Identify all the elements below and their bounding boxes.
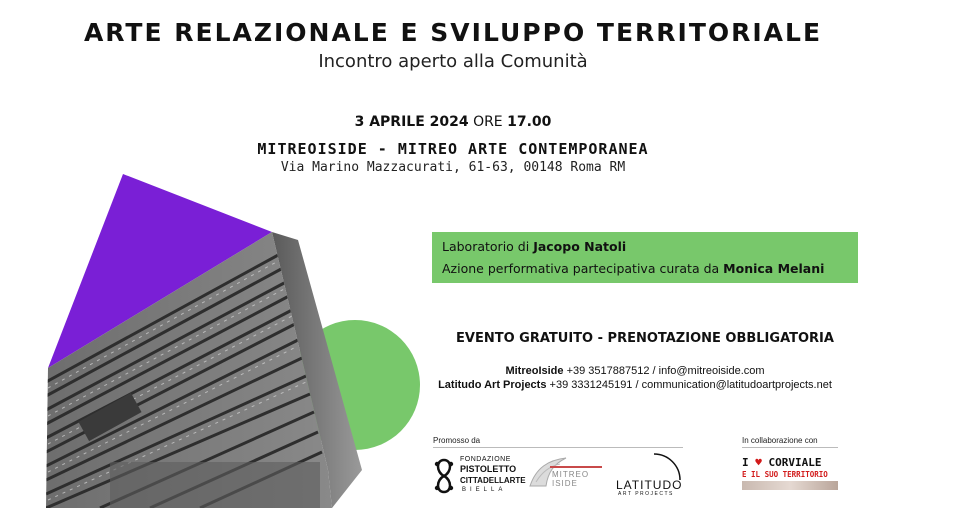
action-name: Monica Melani [723,261,825,276]
pistoletto-line4: BIELLA [462,487,507,493]
contact1-name: MitreoIside [505,365,564,377]
event-address: Via Marino Mazzacurati, 61-63, 00148 Roma RM [280,160,626,175]
heart-icon: ♥ [755,456,762,469]
latitudo-line1: LATITUDO [616,478,683,492]
action-line [442,261,824,276]
pistoletto-line1: FONDAZIONE [460,456,511,463]
mitreo-iside-logo [528,454,606,496]
mitreo-logo-text: MITREO ISIDE [552,470,590,488]
promoted-divider [433,447,683,448]
event-venue: MITREOISIDE - MITREO ARTE CONTEMPORANEA [257,140,649,158]
contact2-info[interactable]: +39 3331245191 / communication@latitudoartprojects.net [549,379,832,391]
corviale-word: CORVIALE [768,456,822,469]
event-date: 3 APRILE 2024 [354,114,469,130]
event-date-line [0,114,906,130]
booking-notice: EVENTO GRATUITO - PRENOTAZIONE OBBLIGATORIA [456,331,834,346]
event-time-prefix: ORE [473,114,503,130]
lab-prefix: Laboratorio di [442,239,530,254]
action-prefix: Azione performativa partecipativa curata da [442,261,720,276]
pistoletto-logo [432,454,526,500]
page-subtitle: Incontro aperto alla Comunità [318,51,588,72]
pistoletto-symbol-icon [432,456,456,496]
latitudo-logo [614,452,686,496]
corviale-line2: E IL SUO TERRITORIO [742,470,828,479]
event-time: 17.00 [507,114,552,130]
latitudo-line2: ART PROJECTS [618,491,674,497]
contact1-info[interactable]: +39 3517887512 / info@mitreoiside.com [566,365,765,377]
promoted-by-label: Promosso da [433,436,481,445]
pistoletto-line3: CITTADELLARTE [460,476,526,485]
mitreo-accent-line [550,466,602,468]
program-box [432,232,858,283]
corviale-i: I [742,456,749,469]
contact-mitreoiside [400,365,870,377]
building-illustration [40,170,430,508]
collab-divider [742,447,838,448]
corviale-skyline [742,481,838,490]
corviale-line1 [742,456,821,469]
contact2-name: Latitudo Art Projects [438,379,547,391]
corviale-logo [742,456,838,494]
lab-line [442,239,626,254]
lab-name: Jacopo Natoli [533,239,627,254]
pistoletto-line2: PISTOLETTO [460,464,517,474]
contact-latitudo [400,379,870,391]
collab-label: In collaborazione con [742,436,818,445]
page-title: ARTE RELAZIONALE E SVILUPPO TERRITORIALE [83,18,823,47]
